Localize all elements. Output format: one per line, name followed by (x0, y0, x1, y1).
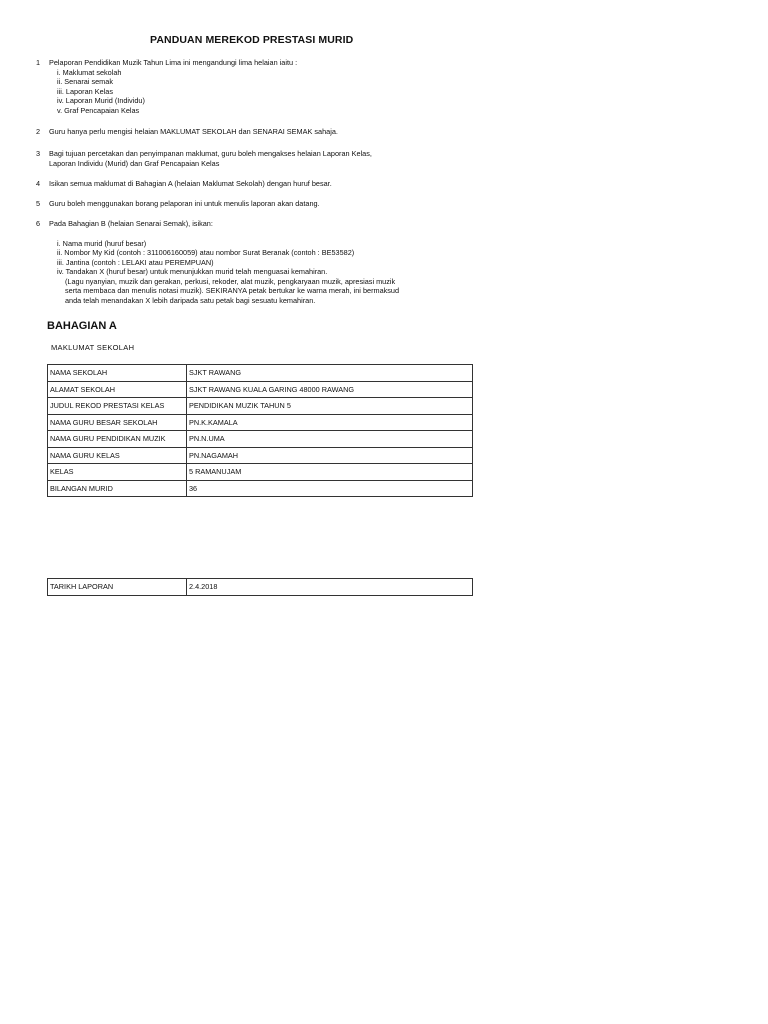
table-row (48, 579, 473, 596)
table-row (48, 431, 473, 448)
table-row (48, 398, 473, 415)
fill-list-item: i. Nama murid (huruf besar) (57, 238, 147, 248)
field-label: NAMA GURU PENDIDIKAN MUZIK (48, 431, 187, 448)
fill-list-item: iii. Jantina (contoh : LELAKI atau PEREMPUAN) (57, 257, 214, 267)
field-value[interactable]: PN.NAGAMAH (187, 447, 473, 464)
section-heading: BAHAGIAN A (47, 320, 117, 332)
field-value[interactable]: SJKT RAWANG KUALA GARING 48000 RAWANG (187, 381, 473, 398)
field-label: NAMA GURU KELAS (48, 447, 187, 464)
instruction-text: Guru hanya perlu mengisi helaian MAKLUMAT SEKOLAH dan SENARAI SEMAK sahaja. (49, 127, 338, 136)
instruction-6 (36, 219, 399, 305)
field-label: KELAS (48, 464, 187, 481)
report-date-value[interactable]: 2.4.2018 (187, 579, 473, 596)
field-label: NAMA GURU BESAR SEKOLAH (48, 414, 187, 431)
field-value[interactable]: SJKT RAWANG (187, 365, 473, 382)
instruction-4 (36, 179, 332, 189)
fill-list-item: iv. Tandakan X (huruf besar) untuk menunjukkan murid telah menguasai kemahiran. (57, 267, 328, 276)
instruction-text: Pelaporan Pendidikan Muzik Tahun Lima ini mengandungi lima helaian iaitu : (49, 58, 298, 67)
report-date-table (47, 578, 473, 596)
sheet-list-item: iv. Laporan Murid (Individu) (57, 96, 145, 105)
field-value[interactable]: 5 RAMANUJAM (187, 464, 473, 481)
instruction-text: Bagi tujuan percetakan dan penyimpanan maklumat, guru boleh mengakses helaian Laporan Kelas, (49, 149, 372, 158)
field-label: ALAMAT SEKOLAH (48, 381, 187, 398)
field-label: JUDUL REKOD PRESTASI KELAS (48, 398, 187, 415)
instruction-5 (36, 199, 320, 209)
field-value[interactable]: 36 (187, 480, 473, 497)
instruction-text: Pada Bahagian B (helaian Senarai Semak), isikan: (49, 219, 213, 228)
table-row (48, 464, 473, 481)
document-title: PANDUAN MEREKOD PRESTASI MURID (150, 34, 354, 46)
instruction-text: Isikan semua maklumat di Bahagian A (helaian Maklumat Sekolah) dengan huruf besar. (49, 179, 332, 188)
field-value[interactable]: PN.K.KAMALA (187, 414, 473, 431)
sheet-list-item: v. Graf Pencapaian Kelas (57, 105, 140, 115)
sheet-list-item: iii. Laporan Kelas (57, 86, 113, 96)
instruction-number: 4 (36, 179, 41, 188)
table-row (48, 414, 473, 431)
field-value[interactable]: PN.N.UMA (187, 431, 473, 448)
instruction-3 (36, 149, 372, 168)
instruction-text: Guru boleh menggunakan borang pelaporan ini untuk menulis laporan akan datang. (49, 199, 320, 208)
instruction-number: 1 (36, 58, 41, 67)
instruction-number: 6 (36, 219, 41, 228)
section-subheading: MAKLUMAT SEKOLAH (51, 343, 135, 352)
report-date-label: TARIKH LAPORAN (48, 579, 187, 596)
field-label: NAMA SEKOLAH (48, 365, 187, 382)
fill-list-item: ii. Nombor My Kid (contoh : 311006160059) atau nombor Surat Beranak (contoh : BE53582) (57, 248, 355, 257)
instruction-2 (36, 127, 338, 137)
fill-list-note: serta membaca dan menulis notasi muzik). SEKIRANYA petak bertukar ke warna merah, ini bermaksud (65, 286, 400, 295)
table-row (48, 480, 473, 497)
field-value[interactable]: PENDIDIKAN MUZIK TAHUN 5 (187, 398, 473, 415)
instruction-number: 5 (36, 199, 41, 208)
instruction-1 (36, 58, 297, 115)
fill-list-note: (Lagu nyanyian, muzik dan gerakan, perkusi, rekoder, alat muzik, pengkaryaan muzik, apresiasi muzik (65, 276, 396, 286)
table-row (48, 447, 473, 464)
sheet-list-item: i. Maklumat sekolah (57, 67, 122, 77)
field-label: BILANGAN MURID (48, 480, 187, 497)
sheet-list-item: ii. Senarai semak (57, 77, 113, 86)
table-row (48, 365, 473, 382)
fill-list-note: anda telah menandakan X lebih daripada satu petak bagi sesuatu kemahiran. (65, 295, 316, 305)
instruction-text: Laporan Individu (Murid) dan Graf Pencapaian Kelas (49, 158, 220, 168)
instruction-number: 2 (36, 127, 41, 136)
school-info-table (47, 364, 473, 497)
instruction-number: 3 (36, 149, 41, 158)
table-row (48, 381, 473, 398)
